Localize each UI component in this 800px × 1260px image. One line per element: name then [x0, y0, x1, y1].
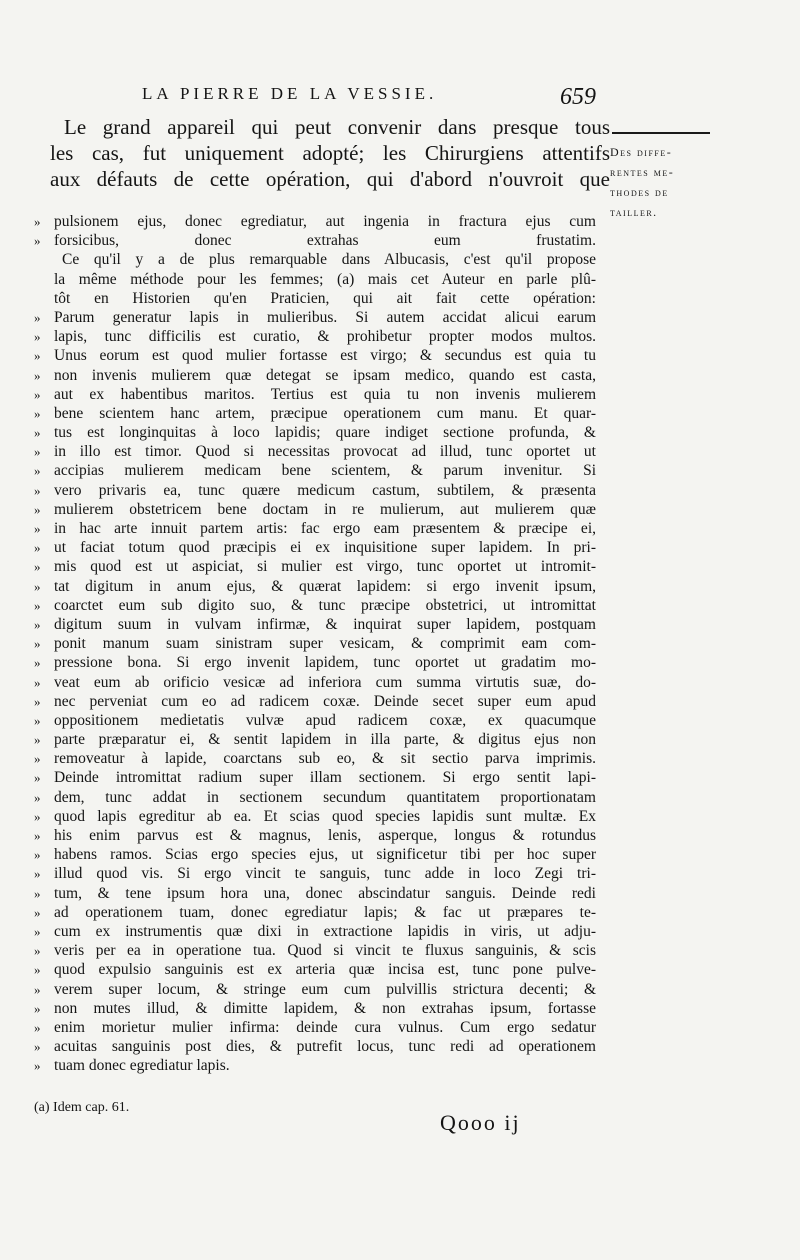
- text-line-content: bene scientem hanc artem, præcipue operationem cum manu. Et quar-: [54, 404, 596, 422]
- text-line-content: non invenis mulierem quæ detegat se ipsam medico, quando est casta,: [54, 366, 596, 384]
- text-line-content: veat eum ab orificio vesicæ ad inferiora cum summa virtutis suæ, do-: [54, 673, 596, 691]
- margin-note-line: rentes me-: [610, 165, 675, 179]
- text-line: [34, 615, 596, 634]
- signature-mark: Qooo ij: [440, 1110, 521, 1135]
- text-line: [34, 404, 596, 423]
- text-line-content: in illo est timor. Quod si necessitas provocat ad illud, tunc oportet ut: [54, 443, 596, 461]
- text-line: [34, 289, 596, 308]
- text-line-content: habens ramos. Scias ergo species ejus, ut significetur tibi per hoc super: [54, 846, 596, 864]
- body-text: [34, 212, 596, 1075]
- margin-note-line: tailler.: [610, 205, 658, 219]
- text-line: [34, 634, 596, 653]
- quote-mark: »: [34, 1039, 41, 1055]
- text-line-content: lapis, tunc difficilis est curatio, & prohibetur propter modos multos.: [54, 328, 596, 346]
- text-line: [34, 749, 596, 768]
- text-line-content: mulierem obstetricem bene doctam in re mulierum, aut mulierem quæ: [54, 500, 596, 518]
- quote-mark: »: [34, 559, 41, 575]
- text-line-content: tôt en Historien qu'en Praticien, qui ait fait cette opération:: [54, 289, 596, 307]
- text-line-content: removeatur à lapide, coarctans sub eo, & sit sectio parva imprimis.: [54, 750, 596, 768]
- text-line: [34, 231, 596, 250]
- text-line: [34, 423, 596, 442]
- text-line-content: nec perveniat cum eo ad radicem coxæ. Deinde secet super eum apud: [54, 692, 596, 710]
- text-line-content: aut ex habentibus maritos. Tertius est quia tu non invenis mulierem: [54, 385, 596, 403]
- text-line: [34, 481, 596, 500]
- text-line-content: non mutes illud, & dimitte lapidem, & non extrahas ipsum, fortasse: [54, 999, 596, 1017]
- margin-note-line: thodes de: [610, 185, 669, 199]
- text-line-content: ad operationem tuam, donec egrediatur lapis; & fac ut præpares te-: [54, 903, 596, 921]
- text-line: [34, 673, 596, 692]
- quote-mark: »: [34, 540, 41, 556]
- text-line: [34, 864, 596, 883]
- intro-line: aux défauts de cette opération, qui d'abord n'ouvroit que: [50, 167, 610, 191]
- text-line: [34, 711, 596, 730]
- text-line-content: Parum generatur lapis in mulieribus. Si autem accidat alicui earum: [54, 308, 596, 326]
- text-line: [34, 385, 596, 404]
- text-line: [34, 366, 596, 385]
- text-line: [34, 730, 596, 749]
- text-line-content: oppositionem medietatis vulvæ apud radicem coxæ, ex quacumque: [54, 711, 596, 729]
- text-line: [34, 941, 596, 960]
- text-line: [34, 653, 596, 672]
- text-line-content: Deinde intromittat radium super illam sectionem. Si ergo sentit lapi-: [54, 769, 596, 787]
- text-line-content: mis quod est ut aspiciat, si mulier est virgo, tunc oportet ut intromit-: [54, 558, 596, 576]
- quote-mark: »: [34, 828, 41, 843]
- text-line: [34, 692, 596, 711]
- quote-mark: »: [34, 309, 41, 325]
- text-line-content: tus est longinquitas à loco lapidis; quare indiget sectione profunda, &: [54, 424, 596, 442]
- text-line-content: veris per ea in operatione tua. Quod si vincit te fluxus sanguinis, & scis: [54, 942, 596, 960]
- margin-note: [610, 142, 710, 222]
- text-line: [34, 346, 596, 365]
- text-line: [34, 903, 596, 922]
- quote-mark: »: [34, 866, 41, 882]
- running-head: LA PIERRE DE LA VESSIE.: [142, 84, 438, 103]
- text-line-content: ponit manum suam sinistram super vesicam, & comprimit eam com-: [54, 635, 596, 653]
- quote-mark: »: [34, 463, 41, 479]
- text-line: [34, 826, 596, 845]
- text-line-content: accipias mulierem medicam bene scientem, & parum invenitur. Si: [54, 462, 596, 480]
- text-line-content: dem, tunc addat in sectionem secundum quantitatem proportionatam: [54, 788, 596, 806]
- quote-mark: »: [34, 693, 41, 709]
- text-line-content: coarctet eum sub digito suo, & tunc præcipe obstetrici, ut intromittat: [54, 596, 596, 614]
- quote-mark: »: [34, 789, 41, 805]
- quote-mark: »: [34, 847, 41, 863]
- text-line-content: Unus eorum est quod mulier fortasse est virgo; & secundus est quia tu: [54, 347, 596, 365]
- quote-mark: »: [34, 770, 41, 786]
- text-line-content: digitum suum in vulvam infirmæ, & inquirat super lapidem, postquam: [54, 615, 596, 633]
- text-line: [34, 807, 596, 826]
- intro-paragraph: [50, 114, 610, 192]
- text-line-content: his enim parvus est & magnus, lenis, asperque, longus & rotundus: [54, 827, 596, 844]
- text-line: [34, 250, 596, 269]
- quote-mark: »: [34, 521, 41, 536]
- text-line-content: parte præparatur ei, & sentit lapidem in illa parte, & digitus ejus non: [54, 731, 596, 749]
- text-line-content: vero privaris ea, tunc quære medicum castum, subtilem, & præsenta: [54, 481, 596, 499]
- text-line-content: la même méthode pour les femmes; (a) mais cet Auteur en parle plû-: [54, 270, 596, 288]
- quote-mark: »: [34, 425, 41, 441]
- text-line: [34, 557, 596, 576]
- quote-mark: »: [34, 943, 41, 959]
- text-line-content: enim morietur mulier infirma: deinde cura vulnus. Cum ergo sedatur: [54, 1018, 596, 1036]
- quote-mark: »: [34, 233, 41, 249]
- text-line-content: quod expulsio sanguinis est ex arteria quæ incisa est, tunc pone pulve-: [54, 961, 596, 979]
- quote-mark: »: [34, 386, 41, 402]
- text-line-content: verem super locum, & stringe eum cum pulvillis strictura decenti; &: [54, 980, 596, 998]
- quote-mark: »: [34, 329, 41, 345]
- text-line-content: in hac arte innuit partem artis: fac ergo eam præsentem & præcipe ei,: [54, 520, 596, 537]
- quote-mark: »: [34, 501, 41, 517]
- text-line: [34, 922, 596, 941]
- text-line-content: quod lapis egreditur ab ea. Et scias quod species lapidis sunt multæ. Ex: [54, 807, 596, 825]
- quote-mark: »: [34, 981, 41, 997]
- quote-mark: »: [34, 444, 41, 460]
- text-line-content: tum, & tene ipsum hora una, donec abscindatur sanguis. Deinde redi: [54, 884, 596, 902]
- text-line: [34, 884, 596, 903]
- quote-mark: »: [34, 962, 41, 978]
- quote-mark: »: [34, 616, 41, 632]
- text-line: [34, 577, 596, 596]
- quote-mark: »: [34, 597, 41, 613]
- text-line: [34, 442, 596, 461]
- footnote: (a) Idem cap. 61.: [34, 1100, 130, 1115]
- quote-mark: »: [34, 405, 41, 421]
- text-line: [34, 538, 596, 557]
- quote-mark: »: [34, 732, 41, 748]
- text-line: [34, 1037, 596, 1056]
- text-line: [34, 212, 596, 231]
- page-number: 659: [560, 84, 596, 110]
- text-line-content: Ce qu'il y a de plus remarquable dans Albucasis, c'est qu'il propose: [62, 251, 596, 269]
- intro-line: Le grand appareil qui peut convenir dans presque tous: [64, 115, 610, 139]
- text-line: [34, 500, 596, 519]
- text-line: [34, 308, 596, 327]
- text-line-content: pulsionem ejus, donec egrediatur, aut ingenia in fractura ejus cum: [54, 213, 596, 230]
- text-line-content: acuitas sanguinis post dies, & putrefit locus, tunc redi ad operationem: [54, 1038, 596, 1056]
- margin-rule: [612, 132, 710, 134]
- text-line: [34, 270, 596, 289]
- quote-mark: »: [34, 751, 41, 767]
- text-line-content: illud quod vis. Si ergo vincit te sanguis, tunc adde in loco Zegi tri-: [54, 865, 596, 883]
- text-line-content: forsicibus, donec extrahas eum frustatim.: [54, 232, 596, 250]
- quote-mark: »: [34, 348, 41, 364]
- text-line: [34, 788, 596, 807]
- margin-note-line: Des diffe-: [610, 145, 673, 159]
- text-line: [34, 596, 596, 615]
- text-line: [34, 960, 596, 979]
- quote-mark: »: [34, 482, 41, 498]
- quote-mark: »: [34, 578, 41, 594]
- text-line-content: pressione bona. Si ergo invenit lapidem, tunc oportet ut gradatim mo-: [54, 654, 596, 672]
- quote-mark: »: [34, 636, 41, 652]
- quote-mark: »: [34, 674, 41, 690]
- intro-line: les cas, fut uniquement adopté; les Chirurgiens attentifs: [50, 141, 610, 165]
- quote-mark: »: [34, 712, 41, 728]
- text-line: [34, 327, 596, 346]
- quote-mark: »: [34, 655, 41, 671]
- text-line: [34, 519, 596, 538]
- text-line-content: cum ex instrumentis quæ dixi in extractione lapidis in viris, ut adju-: [54, 922, 596, 940]
- quote-mark: »: [34, 214, 41, 229]
- quote-mark: »: [34, 1000, 41, 1016]
- text-line: [34, 999, 596, 1018]
- text-line: [34, 768, 596, 787]
- quote-mark: »: [34, 1019, 41, 1035]
- text-line: [34, 461, 596, 480]
- text-line-content: tuam donec egrediatur lapis.: [54, 1057, 230, 1075]
- quote-mark: »: [34, 904, 41, 920]
- quote-mark: »: [34, 885, 41, 901]
- text-line-content: tat digitum in anum ejus, & quærat lapidem: si ergo invenit ipsum,: [54, 577, 596, 595]
- text-line-content: ut faciat totum quod præcipis ei ex inquisitione super lapidem. In pri-: [54, 539, 596, 557]
- quote-mark: »: [34, 923, 41, 939]
- quote-mark: »: [34, 1058, 41, 1074]
- text-line: [34, 845, 596, 864]
- text-line: [34, 1018, 596, 1037]
- text-line: [34, 1056, 596, 1075]
- text-line: [34, 980, 596, 999]
- quote-mark: »: [34, 367, 41, 383]
- quote-mark: »: [34, 808, 41, 824]
